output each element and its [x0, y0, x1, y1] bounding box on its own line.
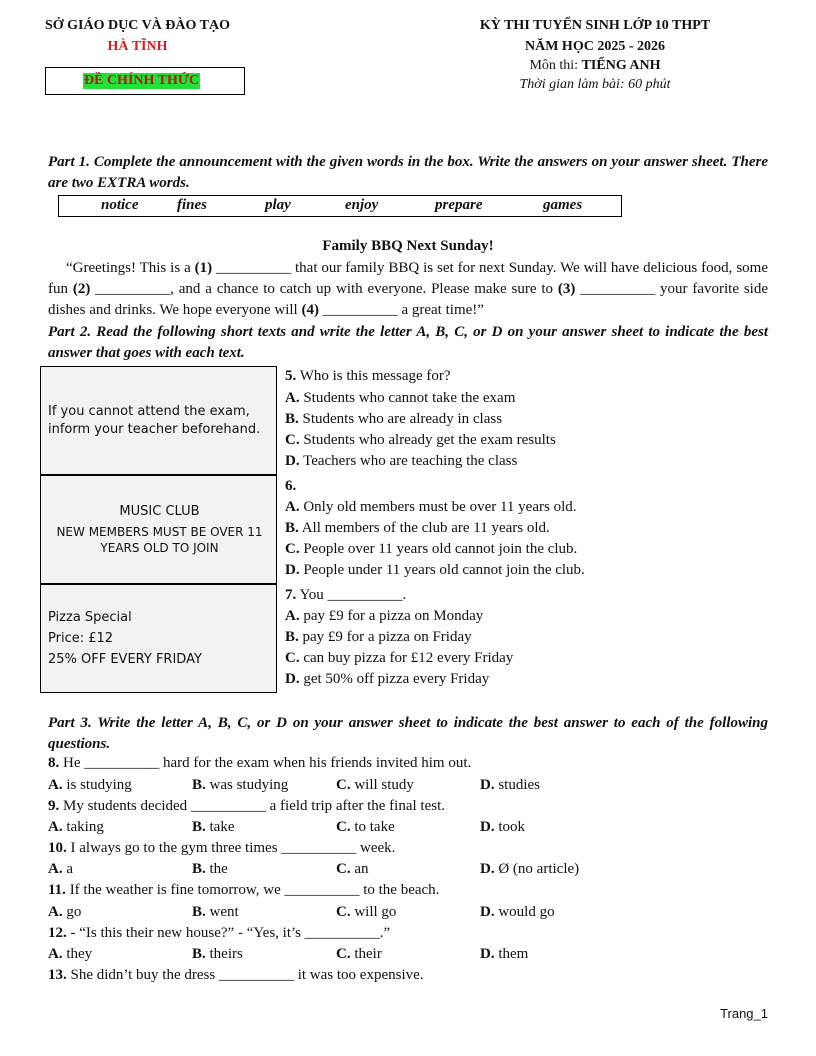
notice-line: inform your teacher beforehand. [48, 422, 261, 437]
option-9b: B. take [192, 819, 235, 835]
question-10: 10. I always go to the gym three times __________ week. [48, 840, 396, 856]
announcement-text: “Greetings! This is a (1) __________ that our family BBQ is set for next Sunday. We will have delicious food, some fun (2) __________, and a chance to catch up with everyone. Please make sure to (3) __________ your favorite side dishes and drinks. We hope everyone will (4) __________ a great time!” [48, 260, 768, 318]
option-9a: A. taking [48, 819, 104, 835]
exam-duration: Thời gian làm bài: 60 phút [519, 77, 671, 92]
option-6b: B. All members of the club are 11 years old. [285, 520, 550, 536]
option-12c: C. their [336, 946, 382, 962]
question-9: 9. My students decided __________ a field trip after the final test. [48, 798, 445, 814]
word-box-item: notice [101, 197, 139, 213]
notice-line: NEW MEMBERS MUST BE OVER 11 [56, 525, 263, 539]
option-8c: C. will study [336, 777, 414, 793]
notice-line: 25% OFF EVERY FRIDAY [48, 652, 202, 667]
province-name: HÀ TĨNH [107, 39, 168, 54]
notice-line: Price: £12 [48, 631, 114, 646]
part1-instruction: Part 1. Complete the announcement with the given words in the box. Write the answers on your answer sheet. There are two EXTRA words. [48, 154, 768, 191]
part2-instruction: Part 2. Read the following short texts and write the letter A, B, C, or D on your answer sheet to indicate the best answer that goes with each text. [48, 324, 768, 361]
option-11b: B. went [192, 904, 239, 920]
official-exam-label: ĐỀ CHÍNH THỨC [84, 73, 200, 88]
question-6: 6. [285, 478, 297, 494]
question-7: 7. You __________. [285, 587, 407, 603]
option-5c: C. Students who already get the exam results [285, 432, 556, 448]
option-6d: D. People under 11 years old cannot join the club. [285, 562, 585, 578]
notice-line: YEARS OLD TO JOIN [100, 541, 219, 555]
question-11: 11. If the weather is fine tomorrow, we __________ to the beach. [48, 882, 440, 898]
word-box-item: prepare [435, 197, 483, 213]
option-11a: A. go [48, 904, 82, 920]
option-12a: A. they [48, 946, 93, 962]
option-7a: A. pay £9 for a pizza on Monday [285, 608, 484, 624]
option-8a: A. is studying [48, 777, 132, 793]
school-year: NĂM HỌC 2025 - 2026 [525, 39, 665, 54]
part3-instruction: Part 3. Write the letter A, B, C, or D on your answer sheet to indicate the best answer to each of the following questions. [48, 715, 768, 752]
option-12d: D. them [480, 946, 529, 962]
word-box-item: fines [177, 197, 207, 213]
option-11c: C. will go [336, 904, 397, 920]
question-13: 13. She didn’t buy the dress __________ it was too expensive. [48, 967, 424, 983]
official-exam-box [45, 67, 245, 95]
notice-exam [40, 366, 277, 475]
exam-title: KỲ THI TUYỂN SINH LỚP 10 THPT [479, 18, 711, 33]
option-5d: D. Teachers who are teaching the class [285, 453, 518, 469]
notice-line: If you cannot attend the exam, [48, 404, 250, 419]
option-10d: D. Ø (no article) [480, 861, 580, 877]
word-box-item: games [543, 197, 583, 213]
announcement-title: Family BBQ Next Sunday! [322, 238, 494, 254]
question-5: 5. Who is this message for? [285, 368, 451, 384]
word-box [58, 195, 622, 217]
page-number: Trang_1 [720, 1006, 768, 1021]
option-9d: D. took [480, 819, 526, 835]
option-11d: D. would go [480, 904, 555, 920]
option-7b: B. pay £9 for a pizza on Friday [285, 629, 472, 645]
department-name: SỞ GIÁO DỤC VÀ ĐÀO TẠO [44, 18, 230, 33]
option-8b: B. was studying [192, 777, 289, 793]
question-12: 12. - “Is this their new house?” - “Yes, it’s __________.” [48, 925, 391, 941]
option-7c: C. can buy pizza for £12 every Friday [285, 650, 514, 666]
word-box-item: play [265, 197, 291, 213]
option-6a: A. Only old members must be over 11 years old. [285, 499, 577, 515]
subject-line [430, 58, 760, 74]
question-8: 8. He __________ hard for the exam when his friends invited him out. [48, 755, 472, 771]
option-7d: D. get 50% off pizza every Friday [285, 671, 490, 687]
option-5a: A. Students who cannot take the exam [285, 390, 516, 406]
notice-pizza [40, 584, 277, 693]
notice-line: Pizza Special [48, 610, 132, 625]
option-5b: B. Students who are already in class [285, 411, 503, 427]
option-6c: C. People over 11 years old cannot join the club. [285, 541, 578, 557]
word-box-item: enjoy [345, 197, 379, 213]
subject-name: TIẾNG ANH [581, 58, 661, 73]
option-8d: D. studies [480, 777, 541, 793]
option-10a: A. a [48, 861, 74, 877]
notice-line: MUSIC CLUB [119, 504, 200, 519]
subject-label: Môn thi: [529, 58, 582, 73]
option-9c: C. to take [336, 819, 395, 835]
option-10c: C. an [336, 861, 369, 877]
option-10b: B. the [192, 861, 228, 877]
option-12b: B. theirs [192, 946, 243, 962]
notice-music-club [40, 475, 277, 584]
